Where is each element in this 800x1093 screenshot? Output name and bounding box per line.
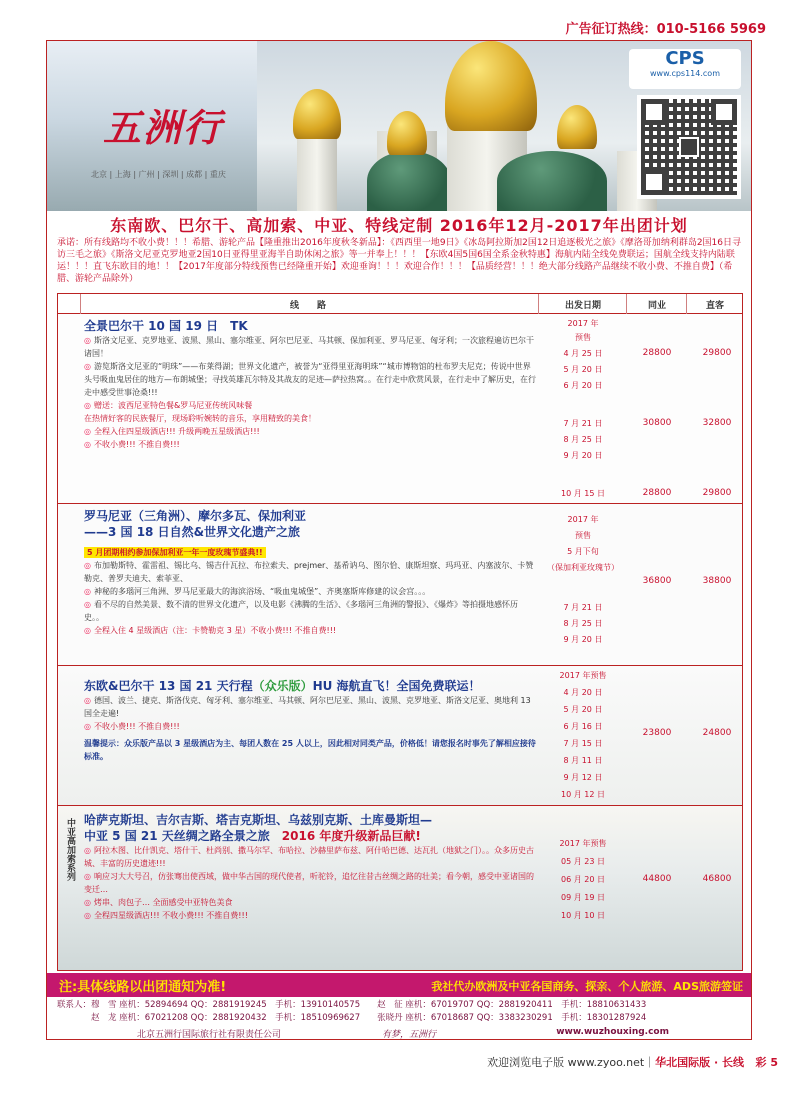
peer-price: 28800 (642, 348, 672, 358)
route-subtitle: 中亚 5 国 21 天丝绸之路全景之旅 2016 年度升级新品巨献! (84, 829, 421, 843)
table-row (58, 666, 742, 806)
route-item: ◎ 看不尽的自然美景、数不清的世界文化遗产，以及电影《沸腾的生活》、《多瑙河三角洲的警报》、《爆炸》等拍摄地感怀历史。。 (84, 600, 518, 622)
contact-list (57, 999, 747, 1025)
direct-price: 32800 (702, 418, 732, 428)
route-item: ◎ 布加勒斯特、霍雷祖、锡比乌、锡吉什瓦拉、布拉索夫、prejmer、基希讷乌、图尔恰、康斯坦察、玛玛亚、内塞波尔、卡赞勒克、普罗夫迪夫、索菲亚、 (84, 561, 534, 583)
route-item: ◎ 不收小费!!! 不推自费!!! (84, 440, 180, 449)
peer-price: 30800 (642, 418, 672, 428)
direct-price: 29800 (702, 348, 732, 358)
peer-price: 23800 (642, 728, 672, 738)
header-peer: 同业 (647, 301, 666, 311)
wuzhouxing-logo: 五洲行 (103, 105, 224, 150)
table-row (58, 806, 742, 970)
series-sidebar (58, 806, 80, 970)
header-route: 线 路 (289, 301, 326, 311)
route-title: 东欧&巴尔干 13 国 21 天行程（众乐版）HU 海航直飞！全国免费联运！ (84, 679, 481, 693)
page-number: 彩 5 (755, 1056, 778, 1069)
route-title: 全景巴尔干 10 国 19 日 TK (84, 319, 248, 333)
page-title: 东南欧、巴尔干、高加索、中亚、特线定制 2016年12月-2017年出团计划 (110, 216, 688, 235)
route-subtitle: ——3 国 18 日自然&世界文化遗产之旅 (84, 525, 301, 539)
warm-tip: 温馨提示：众乐版产品以 3 星级酒店为主、每团人数在 25 人以上，因此相对同类产品，价格低！请您报名时事先了解相应接待标准。 (84, 739, 536, 761)
route-title: 哈萨克斯坦、吉尔吉斯、塔吉克斯坦、乌兹别克斯、土库曼斯坦— (84, 813, 433, 827)
visa-service: 我社代办欧洲及中亚各国商务、探亲、个人旅游、ADS旅游签证 (431, 980, 743, 993)
promo-text: 承诺：所有线路均不收小费！！！希腊、游轮产品【隆重推出2016年度秋冬新品】：《西西里一地9日》《冰岛阿拉斯加2国12日追逐极光之旅》《摩洛哥加纳利群岛2国16日寻访三毛之旅》《斯洛文尼亚克罗地亚2国10日亚得里亚海半自助休闲之旅》等一并奉上！！！【东欧4国5国6国全系金秋特惠】海航内陆全线免费联运；国航全线支持内陆联运！！！直飞东欧目的地！！【2017年度部分特线预售已经隆重开始】欢迎垂询！！！欢迎合作！！！【品质经营！！！绝大部分线路产品继续不收小费、不推自费】（希腊、游轮产品除外） (57, 238, 741, 284)
route-item: ◎ 阿拉木图、比什凯克、塔什干、杜尚别、撒马尔罕、布哈拉、沙赫里萨布兹、阿什哈巴德、达瓦扎（地狱之门）。。众多历史古城、丰富的历史遗迹!!! (84, 846, 534, 868)
page-frame (46, 40, 752, 1040)
contact-line: 赵 龙 座机：67021208 QQ：2881920432 手机：18510969627 张晓丹 座机：67018687 QQ：3383230291 手机：18301287924 (57, 1013, 647, 1023)
route-item: ◎ 全程入住四星级酒店!!! 升级两晚五星级酒店!!! (84, 427, 260, 436)
edition-info: 欢迎浏览电子版 www.zyoo.net｜华北国际版 · 长线 (487, 1056, 744, 1069)
schedule-table (57, 293, 743, 971)
direct-price: 29800 (702, 488, 732, 498)
qr-code (637, 95, 741, 199)
contact-line: 联系人：穆 雪 座机：52894694 QQ：2881919245 手机：13910140575 赵 征 座机：67019707 QQ：2881920411 手机：18810631433 (57, 1000, 647, 1010)
ad-hotline: 广告征订热线：010-5166 5969 (565, 22, 766, 37)
route-item: ◎ 赠送：波西尼亚特色餐&罗马尼亚传统风味餐 (84, 401, 253, 410)
route-item: ◎ 全程四星级酒店!!! 不收小费!!! 不推自费!!! (84, 911, 248, 920)
direct-price: 38800 (702, 576, 732, 586)
route-item: ◎ 全程入住 4 星级酒店（注：卡赞勒克 3 星）不收小费!!! 不推自费!!! (84, 626, 337, 635)
table-header (58, 294, 742, 314)
slogan: 有梦，五洲行 (382, 1030, 437, 1040)
company-website[interactable]: www.wuzhouxing.com (556, 1027, 669, 1037)
route-item: 在热情好客的民族餐厅，现场聆听婉转的音乐，享用精致的美食！ (84, 414, 316, 423)
departure-dates: 2017 年 预售 4 月 25 日 5 月 20 日 6 月 20 日 7 月 21 日 8 月 25 日 9 月 20 日 10 月 15 日 (561, 319, 605, 498)
route-title: 罗马尼亚（三角洲）、摩尔多瓦、保加利亚 (84, 509, 307, 523)
rose-festival-badge: 5 月团期相约参加保加利亚一年一度玫瑰节盛典!! (84, 547, 266, 558)
footer-banner (47, 973, 751, 997)
logo-cities: 北京 | 上海 | 广州 | 深圳 | 成都 | 重庆 (91, 170, 226, 179)
departure-dates: 2017 年 预售 5 月下旬 （保加利亚玫瑰节） 7 月 21 日 8 月 25 日 9 月 20 日 (547, 515, 619, 644)
route-item: ◎ 神秘的多瑙河三角洲、罗马尼亚最大的海滨浴场、“吸血鬼城堡”、齐奥塞斯库修建的议会宫。。。 (84, 587, 431, 596)
cps-title: CPS (665, 48, 705, 69)
peer-price: 44800 (642, 874, 672, 884)
table-row (58, 504, 742, 666)
route-item: ◎ 游览斯洛文尼亚的“明珠”——布莱得湖；世界文化遗产，被誉为“亚得里亚海明珠”“城市博物馆的杜布罗夫尼克；传说中世界头号吸血鬼居住的地方—布朗城堡；寻找英雄瓦尔特及其战友的足迹—萨拉热窝。。在行走中欣赏风景，在行走中了解历史，在行走中感受世事沧桑!!! (84, 362, 536, 397)
peer-price: 36800 (642, 576, 672, 586)
route-item: ◎ 不收小费!!! 不推自费!!! (84, 722, 180, 731)
departure-dates: 2017 年预售 4 月 20 日 5 月 20 日 6 月 16 日 7 月 15 日 8 月 11 日 9 月 12 日 10 月 12 日 (559, 671, 607, 799)
header-direct: 直客 (705, 301, 724, 311)
cps-url: www.cps114.com (650, 69, 720, 78)
header-date: 出发日期 (564, 301, 601, 311)
peer-price: 28800 (642, 488, 672, 498)
cps-logo (629, 49, 741, 89)
route-item: ◎ 德国、波兰、捷克、斯洛伐克、匈牙利、塞尔维亚、马其顿、阿尔巴尼亚、黑山、波黑、克罗地亚、斯洛文尼亚、奥地利 13 国全走遍! (84, 696, 531, 718)
company-name: 北京五洲行国际旅行社有限责任公司 (137, 1030, 282, 1040)
departure-dates: 2017 年预售 05 月 23 日 06 月 20 日 09 月 19 日 10 月 10 日 (559, 839, 607, 920)
series-label: 中亚高加索系列 (65, 818, 75, 881)
page-footer (0, 1050, 800, 1076)
direct-price: 24800 (702, 728, 732, 738)
direct-price: 46800 (702, 874, 732, 884)
route-item: ◎ 斯洛文尼亚、克罗地亚、波黑、黑山、塞尔维亚、阿尔巴尼亚、马其顿、保加利亚、罗马尼亚、匈牙利；一次旅程遍访巴尔干诸国！ (84, 336, 534, 358)
route-item: ◎ 响应习大大号召，仿张骞出使西域，做中华古国的现代使者，听驼铃，追忆往昔古丝绸之路的壮美；看今朝，感受中亚诸国的变迁… (84, 872, 534, 894)
banner (47, 41, 751, 211)
route-item: ◎ 烤串、肉包子… 全面感受中亚特色美食 (84, 898, 233, 907)
table-row (58, 314, 742, 504)
footer-note: 注:具体线路以出团通知为准! (59, 980, 227, 995)
